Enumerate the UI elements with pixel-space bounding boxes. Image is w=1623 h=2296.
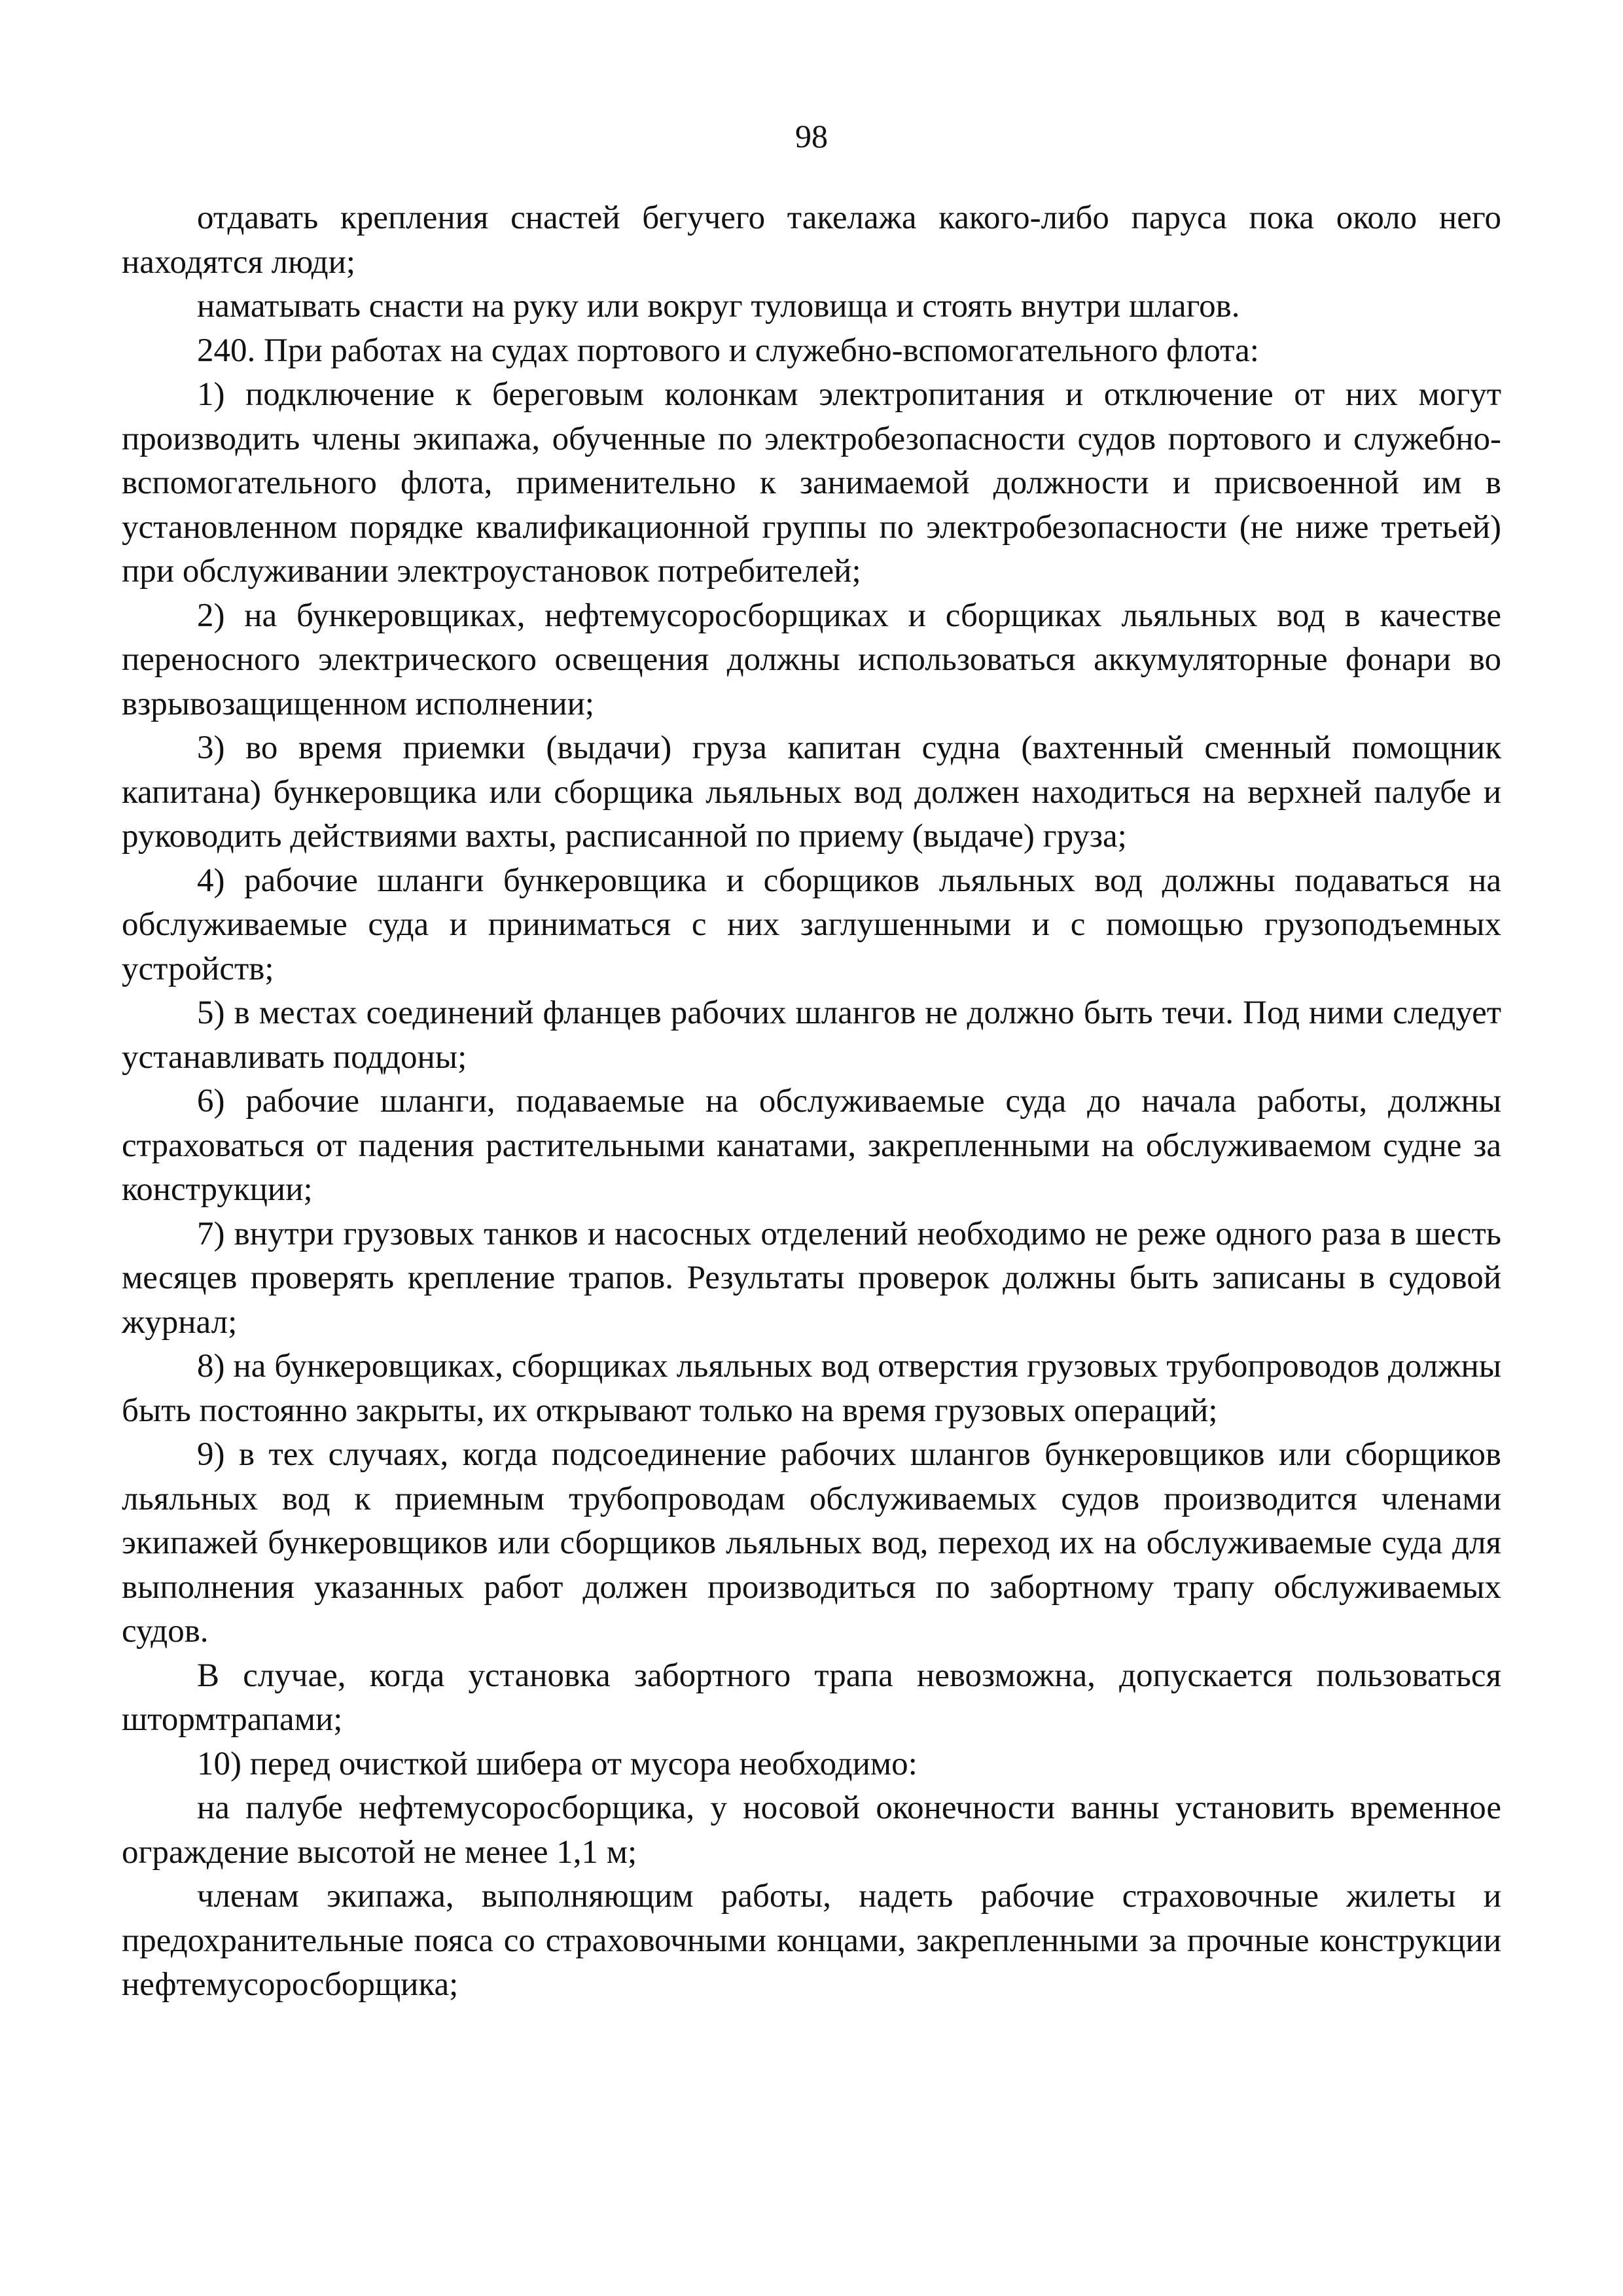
paragraph: 6) рабочие шланги, подаваемые на обслуживаемые суда до начала работы, должны страховаться от падения растительными канатами, закрепленными на обслуживаемом судне за конструкции; — [122, 1083, 1501, 1208]
paragraph: 240. При работах на судах портового и служебно-вспомогательного флота: — [197, 332, 1259, 369]
paragraph: на палубе нефтемусоросборщика, у носовой оконечности ванны установить временное ограждение высотой не менее 1,1 м; — [122, 1790, 1501, 1871]
page-number: 98 — [795, 118, 828, 154]
paragraph: 5) в местах соединений фланцев рабочих шлангов не должно быть течи. Под ними следует устанавливать поддоны; — [122, 995, 1501, 1076]
paragraph: 8) на бункеровщиках, сборщиках льяльных вод отверстия грузовых трубопроводов должны быть постоянно закрыты, их открывают только на время грузовых операций; — [122, 1348, 1501, 1429]
paragraph: наматывать снасти на руку или вокруг туловища и стоять внутри шлагов. — [197, 288, 1240, 325]
body-text — [122, 196, 1501, 2007]
paragraph: членам экипажа, выполняющим работы, надеть рабочие страховочные жилеты и предохранительные пояса со страховочными концами, закрепленными за прочные конструкции нефтемусоросборщика; — [122, 1878, 1501, 2003]
paragraph: 10) перед очисткой шибера от мусора необходимо: — [197, 1745, 918, 1782]
paragraph: 3) во время приемки (выдачи) груза капитан судна (вахтенный сменный помощник капитана) бункеровщика или сборщика льяльных вод должен находиться на верхней палубе и руководить действиями вахты, расписанной по приему (выдаче) груза; — [122, 730, 1501, 855]
paragraph: В случае, когда установка забортного трапа невозможна, допускается пользоваться штормтрапами; — [122, 1657, 1501, 1738]
paragraph: отдавать крепления снастей бегучего такелажа какого-либо паруса пока около него находятся люди; — [122, 200, 1501, 281]
paragraph: 1) подключение к береговым колонкам электропитания и отключение от них могут производить члены экипажа, обученные по электробезопасности судов портового и служебно-вспомогательного флота, применительно к занимаемой должности и присвоенной им в установленном порядке квалификационной группы по электробезопасности (не ниже третьей) при обслуживании электроустановок потребителей; — [122, 376, 1501, 590]
paragraph: 4) рабочие шланги бункеровщика и сборщиков льяльных вод должны подаваться на обслуживаемые суда и приниматься с них заглушенными и с помощью грузоподъемных устройств; — [122, 862, 1501, 987]
paragraph: 7) внутри грузовых танков и насосных отделений необходимо не реже одного раза в шесть месяцев проверять крепление трапов. Результаты проверок должны быть записаны в судовой журнал; — [122, 1215, 1501, 1341]
paragraph: 9) в тех случаях, когда подсоединение рабочих шлангов бункеровщиков или сборщиков льяльных вод к приемным трубопроводам обслуживаемых судов производится членами экипажей бункеровщиков или сборщиков льяльных вод, переход их на обслуживаемые суда для выполнения указанных работ должен производиться по забортному трапу обслуживаемых судов. — [122, 1436, 1501, 1650]
paragraph: 2) на бункеровщиках, нефтемусоросборщиках и сборщиках льяльных вод в качестве переносного электрического освещения должны использоваться аккумуляторные фонари во взрывозащищенном исполнении; — [122, 597, 1501, 722]
